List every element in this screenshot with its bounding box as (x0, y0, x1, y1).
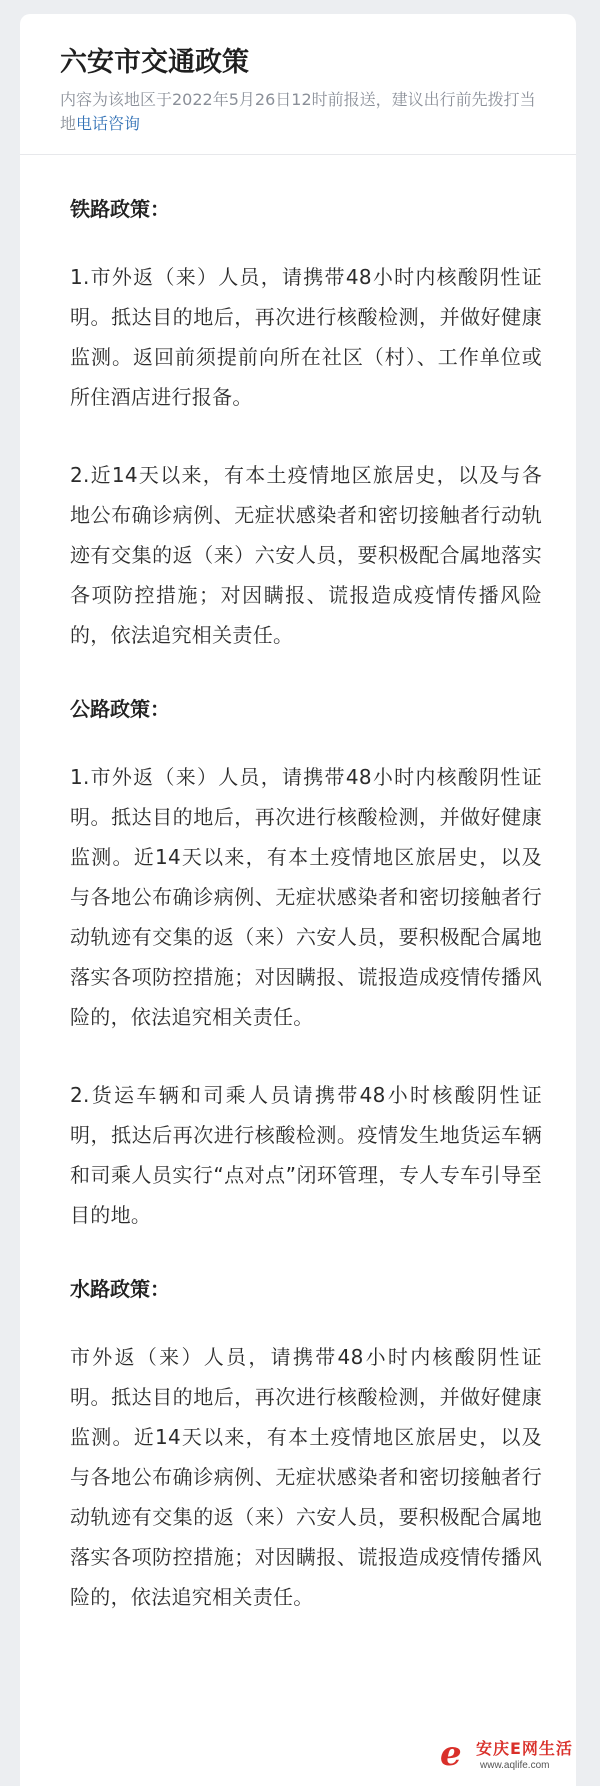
waterway-paragraph-1: 市外返（来）人员，请携带48小时内核酸阴性证明。抵达目的地后，再次进行核酸检测，并做好健康监测。近14天以来，有本土疫情地区旅居史，以及与各地公布确诊病例、无症状感染者和密切接触者行动轨迹有交集的返（来）六安人员，要积极配合属地落实各项防控措施；对因瞒报、谎报造成疫情传播风险的，依法追究相关责任。 (70, 1345, 542, 1609)
card-header (20, 14, 576, 155)
watermark-url: www.aqlife.com (480, 1760, 550, 1771)
highway-paragraph-1: 1.市外返（来）人员，请携带48小时内核酸阴性证明。抵达目的地后，再次进行核酸检测，并做好健康监测。近14天以来，有本土疫情地区旅居史，以及与各地公布确诊病例、无症状感染者和密切接触者行动轨迹有交集的返（来）六安人员，要积极配合属地落实各项防控措施；对因瞒报、谎报造成疫情传播风险的，依法追究相关责任。 (70, 765, 542, 1029)
watermark-logo (440, 1734, 590, 1778)
subtitle (60, 88, 548, 136)
watermark-name: 安庆E网生活 (476, 1739, 573, 1758)
section-title-waterway: 水路政策： (70, 1277, 170, 1301)
highway-paragraph-2: 2.货运车辆和司乘人员请携带48小时核酸阴性证明，抵达后再次进行核酸检测。疫情发生地货运车辆和司乘人员实行“点对点”闭环管理，专人专车引导至目的地。 (70, 1083, 542, 1227)
policy-content (20, 155, 576, 1617)
watermark-e-icon: e (440, 1734, 462, 1774)
railway-paragraph-2: 2.近14天以来，有本土疫情地区旅居史，以及与各地公布确诊病例、无症状感染者和密切接触者行动轨迹有交集的返（来）六安人员，要积极配合属地落实各项防控措施；对因瞒报、谎报造成疫情传播风险的，依法追究相关责任。 (70, 463, 542, 647)
phone-consult-link[interactable]: 电话咨询 (76, 114, 141, 133)
railway-paragraph-1: 1.市外返（来）人员，请携带48小时内核酸阴性证明。抵达目的地后，再次进行核酸检测，并做好健康监测。返回前须提前向所在社区（村）、工作单位或所住酒店进行报备。 (70, 265, 542, 409)
section-title-railway: 铁路政策： (70, 197, 170, 221)
policy-card (20, 14, 576, 1786)
subtitle-text: 内容为该地区于2022年5月26日12时前报送，建议出行前先拨打当地 (60, 90, 536, 133)
section-title-highway: 公路政策： (70, 697, 170, 721)
page-title: 六安市交通政策 (60, 47, 249, 78)
